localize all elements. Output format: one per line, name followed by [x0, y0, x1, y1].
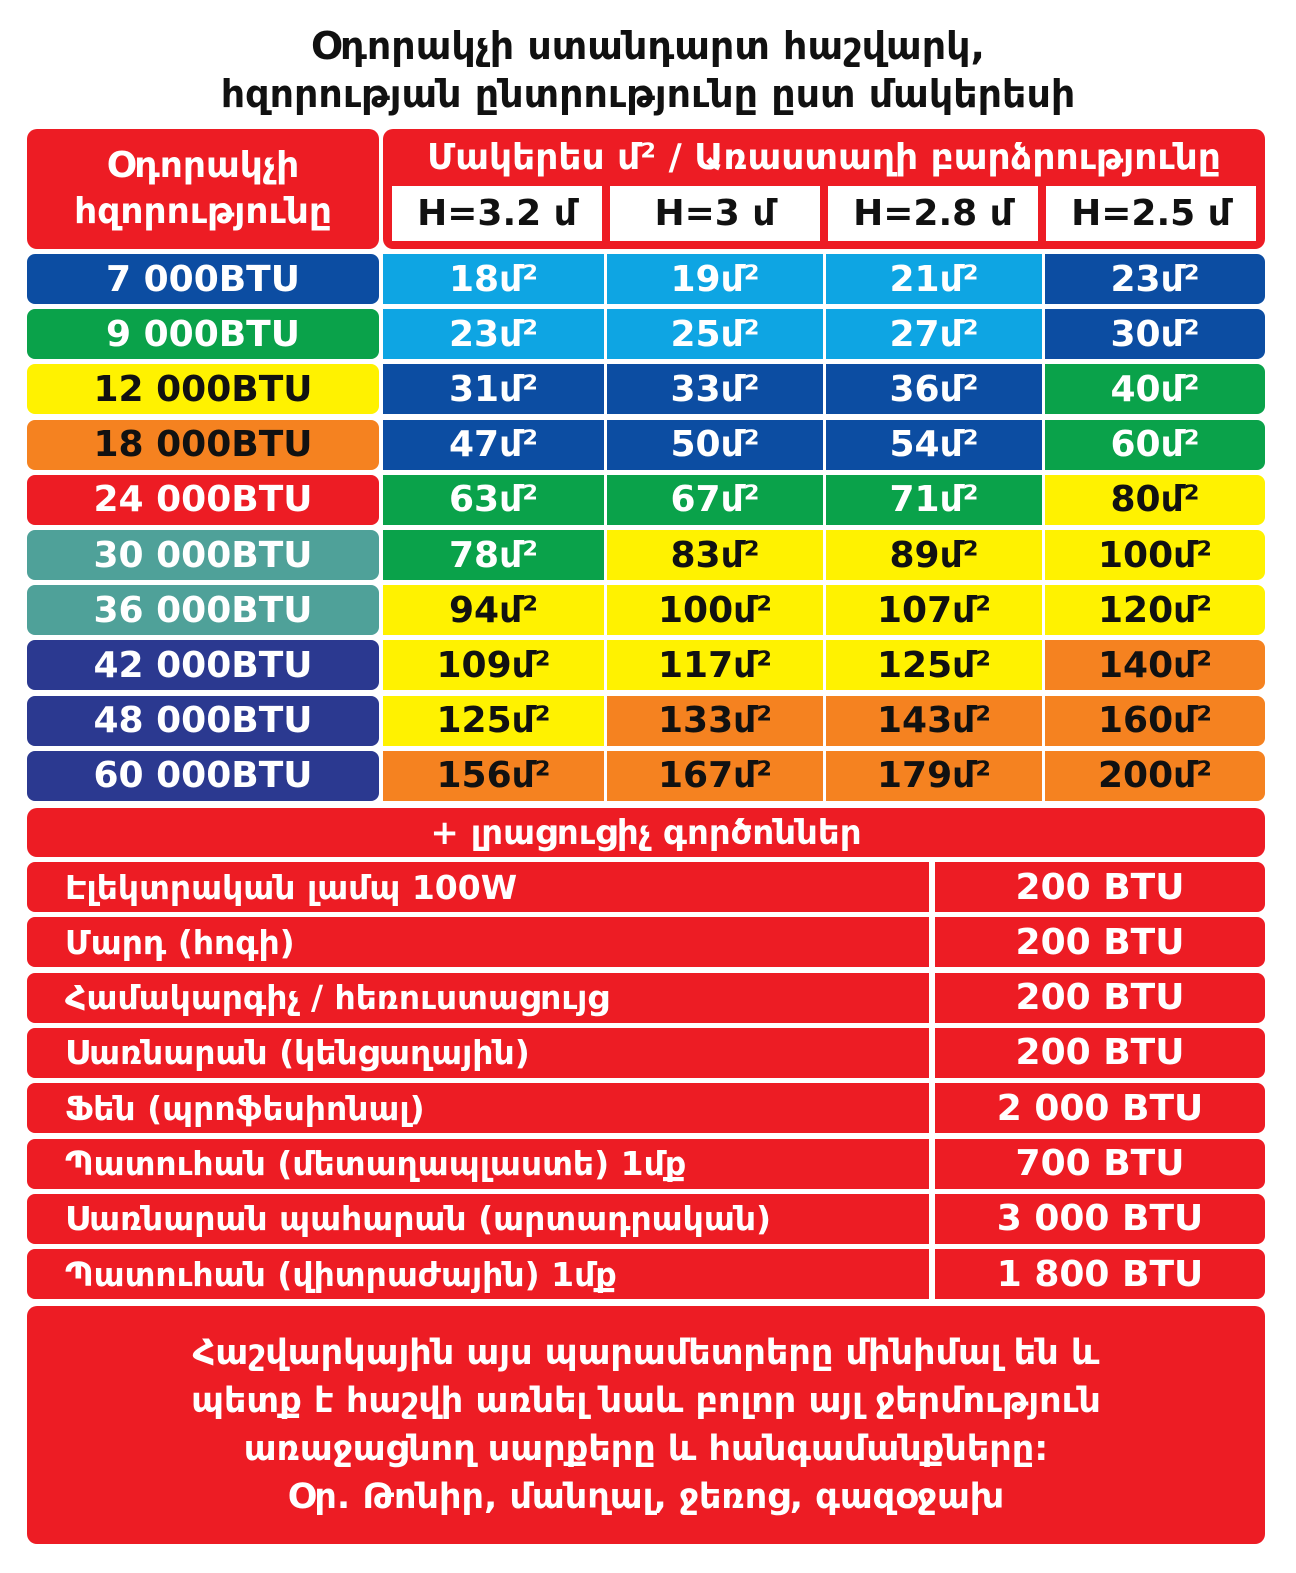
- extra-factor-label: Էլեկտրական լամպ 100W: [27, 862, 929, 912]
- area-cell: 179մ²: [826, 751, 1042, 801]
- power-header: [27, 129, 379, 249]
- area-cell: 107մ²: [826, 585, 1042, 635]
- extra-factor-label: Մարդ (հոգի): [27, 917, 929, 967]
- area-cell: 89մ²: [826, 530, 1042, 580]
- extra-factor-value: 2 000 BTU: [935, 1083, 1265, 1133]
- area-cell: 125մ²: [383, 696, 604, 746]
- extra-factor-value: 3 000 BTU: [935, 1194, 1265, 1244]
- page-title: [0, 22, 1296, 118]
- area-cell: 23մ²: [383, 309, 604, 359]
- title-line-2: հզորության ընտրությունը ըստ մակերեսի: [220, 72, 1076, 116]
- power-header-line-1: Օդորակչի: [106, 145, 300, 186]
- area-cell: 125մ²: [826, 640, 1042, 690]
- btu-label: 12 000BTU: [27, 364, 379, 414]
- area-cell: 109մ²: [383, 640, 604, 690]
- area-height-label: Մակերես մ² / Առաստաղի բարձրությունը: [427, 136, 1221, 178]
- extra-factor-value: 1 800 BTU: [935, 1249, 1265, 1299]
- area-cell: 100մ²: [1045, 530, 1265, 580]
- extra-factor-value: 200 BTU: [935, 917, 1265, 967]
- area-cell: 63մ²: [383, 475, 604, 525]
- btu-label: 42 000BTU: [27, 640, 379, 690]
- area-cell: 21մ²: [826, 254, 1042, 304]
- height-3-2: H=3.2 մ: [392, 186, 602, 241]
- btu-label: 18 000BTU: [27, 420, 379, 470]
- area-cell: 36մ²: [826, 364, 1042, 414]
- height-2-5: H=2.5 մ: [1046, 186, 1256, 241]
- note-line-1: Հաշվարկային այս պարամետրերը մինիմալ են և: [192, 1333, 1100, 1373]
- extra-factor-label: Սառնարան (կենցաղային): [27, 1028, 929, 1078]
- note-line-2: պետք է հաշվի առնել նաև բոլոր այլ ջերմություն: [191, 1381, 1101, 1421]
- btu-label: 36 000BTU: [27, 585, 379, 635]
- area-cell: 117մ²: [607, 640, 823, 690]
- height-2-8: H=2.8 մ: [828, 186, 1038, 241]
- extras-header: + լրացուցիչ գործոններ: [27, 808, 1265, 857]
- extra-factor-value: 200 BTU: [935, 862, 1265, 912]
- area-cell: 50մ²: [607, 420, 823, 470]
- btu-label: 24 000BTU: [27, 475, 379, 525]
- area-cell: 133մ²: [607, 696, 823, 746]
- area-cell: 31մ²: [383, 364, 604, 414]
- extra-factor-value: 700 BTU: [935, 1139, 1265, 1189]
- note-line-4: Օր. Թոնիր, մանղալ, ջեռոց, գազօջախ: [287, 1477, 1005, 1517]
- power-header-line-2: հզորությունը: [74, 191, 332, 232]
- height-3: H=3 մ: [610, 186, 820, 241]
- area-cell: 71մ²: [826, 475, 1042, 525]
- extra-factor-label: Պատուհան (մետաղապլաստե) 1մք: [27, 1139, 929, 1189]
- area-cell: 167մ²: [607, 751, 823, 801]
- extra-factor-value: 200 BTU: [935, 1028, 1265, 1078]
- btu-label: 7 000BTU: [27, 254, 379, 304]
- note-box: [27, 1306, 1265, 1544]
- area-cell: 120մ²: [1045, 585, 1265, 635]
- area-cell: 23մ²: [1045, 254, 1265, 304]
- area-cell: 100մ²: [607, 585, 823, 635]
- area-cell: 78մ²: [383, 530, 604, 580]
- area-cell: 25մ²: [607, 309, 823, 359]
- area-cell: 143մ²: [826, 696, 1042, 746]
- note-line-3: առաջացնող սարքերը և հանգամանքները:: [243, 1429, 1049, 1469]
- area-cell: 40մ²: [1045, 364, 1265, 414]
- title-line-1: Օդորակչի ստանդարտ հաշվարկ,: [311, 24, 985, 68]
- area-cell: 200մ²: [1045, 751, 1265, 801]
- area-cell: 47մ²: [383, 420, 604, 470]
- extra-factor-label: Ֆեն (պրոֆեսիոնալ): [27, 1083, 929, 1133]
- area-cell: 60մ²: [1045, 420, 1265, 470]
- area-cell: 140մ²: [1045, 640, 1265, 690]
- extra-factor-label: Պատուհան (վիտրաժային) 1մք: [27, 1249, 929, 1299]
- area-cell: 67մ²: [607, 475, 823, 525]
- btu-label: 60 000BTU: [27, 751, 379, 801]
- area-cell: 83մ²: [607, 530, 823, 580]
- area-cell: 80մ²: [1045, 475, 1265, 525]
- area-cell: 30մ²: [1045, 309, 1265, 359]
- area-cell: 94մ²: [383, 585, 604, 635]
- extra-factor-label: Համակարգիչ / հեռուստացույց: [27, 973, 929, 1023]
- area-cell: 18մ²: [383, 254, 604, 304]
- extra-factor-value: 200 BTU: [935, 973, 1265, 1023]
- btu-label: 48 000BTU: [27, 696, 379, 746]
- area-cell: 33մ²: [607, 364, 823, 414]
- extra-factor-label: Սառնարան պահարան (արտադրական): [27, 1194, 929, 1244]
- btu-label: 30 000BTU: [27, 530, 379, 580]
- btu-label: 9 000BTU: [27, 309, 379, 359]
- area-cell: 156մ²: [383, 751, 604, 801]
- area-cell: 54մ²: [826, 420, 1042, 470]
- area-cell: 19մ²: [607, 254, 823, 304]
- area-cell: 160մ²: [1045, 696, 1265, 746]
- area-cell: 27մ²: [826, 309, 1042, 359]
